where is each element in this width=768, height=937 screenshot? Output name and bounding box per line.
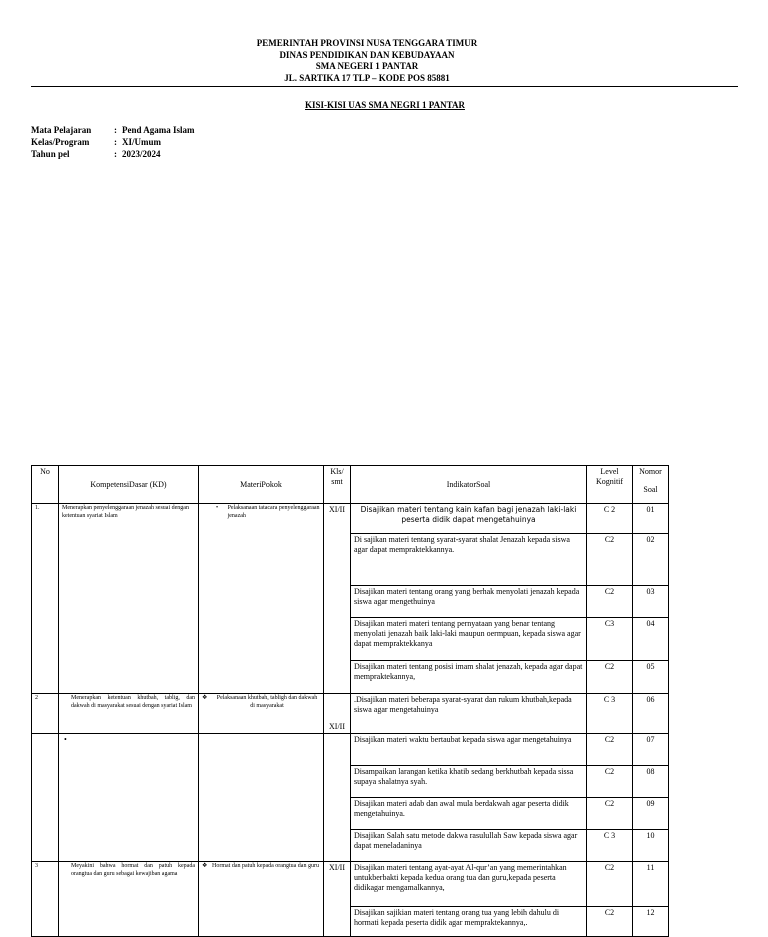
- level-cell: C2: [587, 798, 633, 830]
- table-row: [32, 862, 669, 907]
- group-kls: XI/II: [324, 694, 351, 734]
- level-cell: C 3: [587, 830, 633, 862]
- nomor-cell: 12: [633, 907, 669, 937]
- meta-subject-label: Mata Pelajaran: [31, 125, 92, 135]
- group-kd: Meyakini bahwa hormat dan patuh kepada orangtua dan guru sebagai kewajiban agama: [59, 862, 199, 937]
- group-materi-text: Pelaksanaan khutbah, tabligh dan dakwah di masyarakat: [216, 695, 318, 709]
- letterhead-address: JL. SARTIKA 17 TLP – KODE POS 85881: [284, 72, 450, 83]
- level-cell: C3: [587, 618, 633, 661]
- diamond-bullet-icon: ❖: [202, 695, 208, 701]
- group-materi: [199, 862, 324, 937]
- group-materi: [199, 694, 324, 734]
- indikator-cell: Disajikan materi tentang posisi imam shalat jenazah, kepada agar dapat mempraktekannya,: [351, 661, 587, 694]
- indikator-cell: Disajikan sajikian materi tentang orang tua yang lebih dahulu di hormati kepada peserta didik agar mempraktekannya,.: [351, 907, 587, 937]
- meta-colon: :: [114, 137, 117, 147]
- header-level: Level Kognitif: [587, 466, 633, 504]
- meta-subject: [31, 124, 195, 136]
- level-cell: C2: [587, 862, 633, 907]
- meta-class-value: XI/Umum: [122, 137, 162, 147]
- indikator-cell: Disajikan materi tentang orang yang berhak menyolati jenazah kepada siswa agar mengethuinya: [351, 586, 587, 618]
- level-cell: C2: [587, 766, 633, 798]
- indikator-cell: Disajikan materi tentang kain kafan bagi jenazah laki-laki peserta didik dapat mengetahuinya: [351, 504, 587, 534]
- indikator-cell: Disajikan Salah satu metode dakwa rasulullah Saw kepada siswa agar dapat meneladaninya: [351, 830, 587, 862]
- header-no: No: [32, 466, 59, 504]
- level-cell: C2: [587, 907, 633, 937]
- document-title: KISI-KISI UAS SMA NEGRI 1 PANTAR: [305, 100, 465, 110]
- meta-colon: :: [114, 125, 117, 135]
- header-nomor: [633, 466, 669, 504]
- meta-year-label: Tahun pel: [31, 149, 70, 159]
- meta-colon: :: [114, 149, 117, 159]
- letterhead-department: DINAS PENDIDIKAN DAN KEBUDAYAAN: [279, 49, 455, 60]
- diamond-bullet-icon: ❖: [202, 863, 208, 869]
- level-cell: C 2: [587, 504, 633, 534]
- header-kls: Kls/ smt: [324, 466, 351, 504]
- nomor-cell: 06: [633, 694, 669, 734]
- level-cell: C2: [587, 661, 633, 694]
- level-cell: C2: [587, 734, 633, 766]
- level-cell: C 3: [587, 694, 633, 734]
- meta-class: [31, 136, 195, 148]
- nomor-cell: 07: [633, 734, 669, 766]
- nomor-cell: 02: [633, 534, 669, 586]
- nomor-cell: 10: [633, 830, 669, 862]
- meta-class-label: Kelas/Program: [31, 137, 90, 147]
- group-kls-empty: [324, 734, 351, 862]
- group-kd-empty: [59, 734, 199, 862]
- group-kd: Menerapkan ketentuan khutbah, tablig, dan dakwah di masyarakat sesuai dengan syariat Islam: [59, 694, 199, 734]
- indikator-cell: Disajikan materi tentang ayat-ayat Al-qur’an yang memerintahkan untukberbakti kepada kedua orang tua dan guru,kepada peserta didikagar mengamalkannya,: [351, 862, 587, 907]
- table-row: [32, 734, 669, 766]
- level-cell: C2: [587, 586, 633, 618]
- table-row: [32, 504, 669, 534]
- bullet-icon: •: [216, 505, 219, 511]
- group-materi-text: Hormat dan patuh kepada orangtua dan guru: [212, 863, 319, 869]
- header-materi: MateriPokok: [199, 466, 324, 504]
- table-row: [32, 694, 669, 734]
- group-no: 3: [32, 862, 59, 937]
- nomor-cell: 11: [633, 862, 669, 907]
- table-header-row: [32, 466, 669, 504]
- indikator-cell: Di sajikan materi tentang syarat-syarat shalat Jenazah kepada siswa agar dapat mempraktekkannya.: [351, 534, 587, 586]
- nomor-cell: 08: [633, 766, 669, 798]
- group-no: 2: [32, 694, 59, 734]
- letterhead-school: SMA NEGERI 1 PANTAR: [315, 61, 419, 71]
- nomor-cell: 05: [633, 661, 669, 694]
- header-indikator: IndikatorSoal: [351, 466, 587, 504]
- header-nomor-top: Nomor: [639, 467, 662, 476]
- letterhead-divider: [31, 86, 738, 87]
- meta-year-value: 2023/2024: [122, 149, 161, 159]
- meta-subject-value: Pend Agama Islam: [122, 125, 195, 135]
- group-materi-empty: [199, 734, 324, 862]
- group-kls: XI/II: [324, 504, 351, 694]
- indikator-cell: Disajikan materi materi tentang pernyataan yang benar tentang menyolati jenazah baik laki-laki maupun oermpuan, kepada siswa agar dapat mempraktekkanya: [351, 618, 587, 661]
- header-kd: KompetensiDasar (KD): [59, 466, 199, 504]
- indikator-cell: .Disajikan materi beberapa syarat-syarat dan rukum khutbah,kepada siswa agar mengetahuinya: [351, 694, 587, 734]
- kisi-kisi-table: [31, 465, 669, 937]
- bullet-icon: •: [64, 735, 67, 744]
- meta-year: [31, 148, 195, 160]
- letterhead: [0, 38, 734, 84]
- letterhead-government: PEMERINTAH PROVINSI NUSA TENGGARA TIMUR: [256, 38, 478, 48]
- nomor-cell: 04: [633, 618, 669, 661]
- nomor-cell: 03: [633, 586, 669, 618]
- group-materi-text: Pelaksanaan tatacara penyelenggaraan jenazah: [227, 505, 320, 519]
- indikator-cell: Disajikan materi adab dan awal mula berdakwah agar peserta didik mengetahuinya.: [351, 798, 587, 830]
- nomor-cell: 01: [633, 504, 669, 534]
- indikator-cell: Disajikan materi waktu bertaubat kepada siswa agar mengetahuinya: [351, 734, 587, 766]
- level-cell: C2: [587, 534, 633, 586]
- indikator-cell: Disampaikan larangan ketika khatib sedang berkhutbah kepada sissa supaya shalatnya syah.: [351, 766, 587, 798]
- group-kls: XI/II: [324, 862, 351, 937]
- nomor-cell: 09: [633, 798, 669, 830]
- group-no: 1.: [32, 504, 59, 694]
- group-materi: [199, 504, 324, 694]
- group-kd: Menerapkan penyelenggaraan jenazah sesuai dengan ketentuan syariat Islam: [59, 504, 199, 694]
- header-nomor-bottom: Soal: [643, 485, 658, 494]
- document-meta: [31, 124, 195, 160]
- group-no-empty: [32, 734, 59, 862]
